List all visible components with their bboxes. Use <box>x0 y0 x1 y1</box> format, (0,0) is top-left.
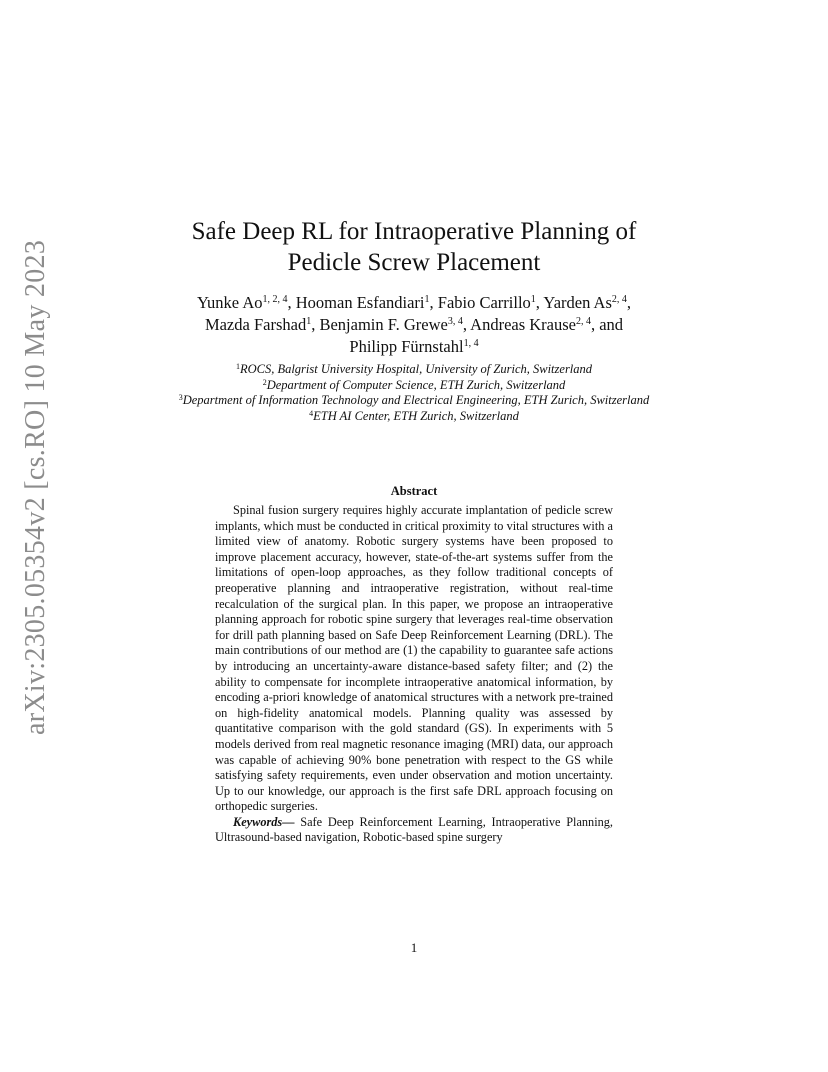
author-affiliation-marker: 1 <box>424 294 430 305</box>
affiliation-text: Department of Computer Science, ETH Zurich, Switzerland <box>266 377 566 392</box>
title-line-1: Safe Deep RL for Intraoperative Planning of <box>191 218 637 245</box>
author-affiliation-marker: 2, 4 <box>575 316 591 327</box>
affiliation-text: Department of Information Technology and Electrical Engineering, ETH Zurich, Switzerland <box>182 393 650 408</box>
author-name: , and Philipp Fürnstahl <box>349 315 624 356</box>
title-line-2: Pedicle Screw Placement <box>287 249 541 276</box>
author-name: , Benjamin F. Grewe <box>311 315 448 334</box>
abstract-section <box>215 503 613 846</box>
author-list <box>180 292 648 358</box>
affiliation-marker: 3 <box>178 393 183 403</box>
keywords-paragraph <box>215 815 613 846</box>
affiliation-item <box>160 393 668 409</box>
author-affiliation-marker: 3, 4 <box>447 316 463 327</box>
author-name: , Andreas Krause <box>462 315 576 334</box>
affiliation-list <box>160 362 668 424</box>
affiliation-item <box>160 378 668 394</box>
author-name: Yunke Ao <box>196 293 263 312</box>
abstract-heading: Abstract <box>390 484 438 498</box>
affiliation-marker: 2 <box>262 377 267 387</box>
author-affiliation-marker: 1, 4 <box>463 338 479 349</box>
affiliation-item <box>160 362 668 378</box>
author-affiliation-marker: 1 <box>306 316 312 327</box>
paper-title <box>150 216 678 278</box>
author-name: , Hooman Esfandiari <box>287 293 425 312</box>
affiliation-item <box>160 409 668 425</box>
abstract-paragraph: Spinal fusion surgery requires highly accurate implantation of pedicle screw implants, which must be conducted in critical proximity to vital structures with a limited view of anatomy. Robotic surgery systems have been proposed to improve placement accuracy, however, state-of-the-art systems suffer from the limitations of open-loop approaches, as they follow traditional concepts of preoperative planning and intraoperative registration, without real-time recalculation of the surgical plan. In this paper, we propose an intraoperative planning approach for robotic spine surgery that leverages real-time observation for drill path planning based on Safe Deep Reinforcement Learning (DRL). The main contributions of our method are (1) the capability to guarantee safe actions by introducing an uncertainty-aware distance-based safety filter; and (2) the ability to compensate for incomplete intraoperative anatomical information, by encoding a-priori knowledge of anatomical structures with a network pre-trained on high-fidelity anatomical models. Planning quality was assessed by quantitative comparison with the gold standard (GS). In experiments with 5 models derived from real magnetic resonance imaging (MRI) data, our approach was capable of achieving 90% bone penetration with respect to the GS while satisfying safety requirements, even under observation and motion uncertainty. Up to our knowledge, our approach is the first safe DRL approach focusing on orthopedic surgeries. <box>215 503 613 814</box>
keywords-label: Keywords— <box>233 814 295 829</box>
affiliation-text: ROCS, Balgrist University Hospital, University of Zurich, Switzerland <box>239 362 593 376</box>
keywords-text: Safe Deep Reinforcement Learning, Intraoperative Planning, Ultrasound-based navigation, Robotic-based spine surgery <box>215 814 613 845</box>
page-number: 1 <box>410 940 418 955</box>
author-affiliation-marker: 1 <box>530 294 536 305</box>
author-name: , Fabio Carrillo <box>429 293 531 312</box>
affiliation-marker: 1 <box>235 362 240 371</box>
author-name: , Mazda Farshad <box>204 293 632 334</box>
affiliation-text: ETH AI Center, ETH Zurich, Switzerland <box>313 408 519 423</box>
author-name: , Yarden As <box>535 293 612 312</box>
affiliation-marker: 4 <box>309 408 314 418</box>
author-affiliation-marker: 2, 4 <box>611 294 627 305</box>
arxiv-identifier-stamp: arXiv:2305.05354v2 [cs.RO] 10 May 2023 <box>20 239 51 735</box>
author-affiliation-marker: 1, 2, 4 <box>262 294 288 305</box>
